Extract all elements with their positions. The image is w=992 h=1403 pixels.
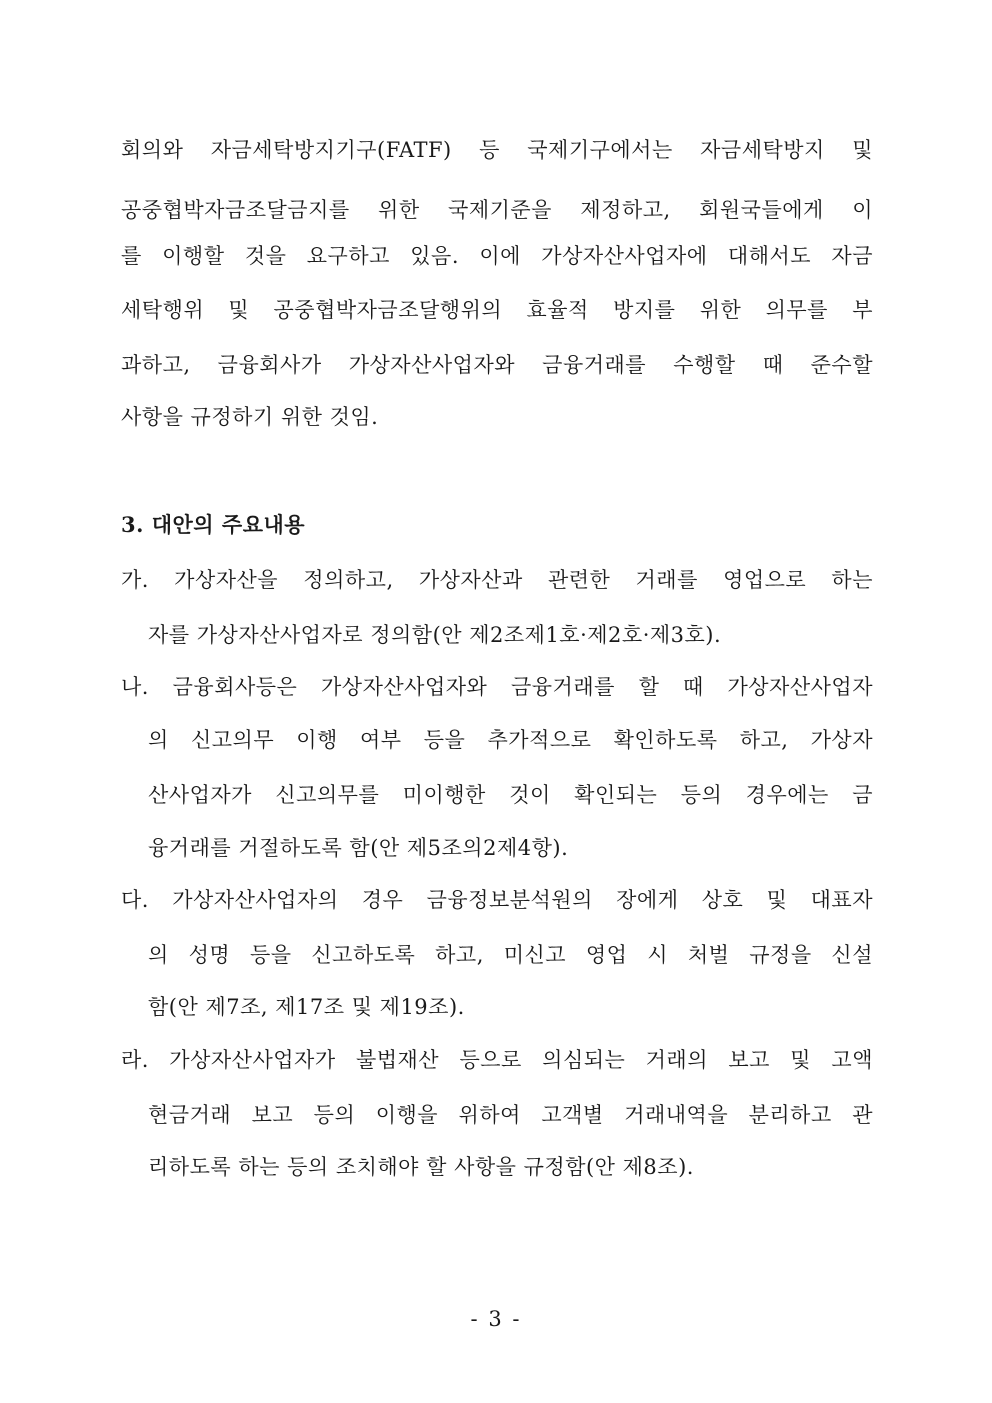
intro-line-6: 사항을 규정하기 위한 것임. [121, 405, 379, 429]
item-na-line-4: 융거래를 거절하도록 함(안 제5조의2제4항). [148, 836, 569, 860]
item-na-line-1: 나. 금융회사등은 가상자산사업자와 금융거래를 할 때 가상자산사업자 [121, 675, 873, 699]
intro-line-3: 를 이행할 것을 요구하고 있음. 이에 가상자산사업자에 대해서도 자금 [121, 244, 873, 268]
item-da-line-1: 다. 가상자산사업자의 경우 금융정보분석원의 장에게 상호 및 대표자 [121, 888, 873, 912]
item-ra-line-3: 리하도록 하는 등의 조치해야 할 사항을 규정함(안 제8조). [148, 1155, 694, 1179]
page-number: - 3 - [470, 1307, 522, 1331]
item-ga-line-2: 자를 가상자산사업자로 정의함(안 제2조제1호·제2호·제3호). [148, 623, 722, 647]
intro-line-5: 과하고, 금융회사가 가상자산사업자와 금융거래를 수행할 때 준수할 [121, 353, 873, 377]
item-na-line-3: 산사업자가 신고의무를 미이행한 것이 확인되는 등의 경우에는 금 [148, 783, 873, 807]
intro-line-4: 세탁행위 및 공중협박자금조달행위의 효율적 방지를 위한 의무를 부 [121, 298, 873, 322]
item-ra-line-1: 라. 가상자산사업자가 불법재산 등으로 의심되는 거래의 보고 및 고액 [121, 1048, 873, 1072]
item-ra-line-2: 현금거래 보고 등의 이행을 위하여 고객별 거래내역을 분리하고 관 [148, 1103, 873, 1127]
item-ga-line-1: 가. 가상자산을 정의하고, 가상자산과 관련한 거래를 영업으로 하는 [121, 568, 873, 592]
item-da-line-2: 의 성명 등을 신고하도록 하고, 미신고 영업 시 처벌 규정을 신설 [148, 943, 873, 967]
intro-line-1: 회의와 자금세탁방지기구(FATF) 등 국제기구에서는 자금세탁방지 및 [121, 138, 873, 162]
intro-line-2: 공중협박자금조달금지를 위한 국제기준을 제정하고, 회원국들에게 이 [121, 198, 873, 222]
item-na-line-2: 의 신고의무 이행 여부 등을 추가적으로 확인하도록 하고, 가상자 [148, 728, 873, 752]
section-heading: 3. 대안의 주요내용 [121, 512, 306, 537]
item-da-line-3: 함(안 제7조, 제17조 및 제19조). [148, 995, 465, 1019]
